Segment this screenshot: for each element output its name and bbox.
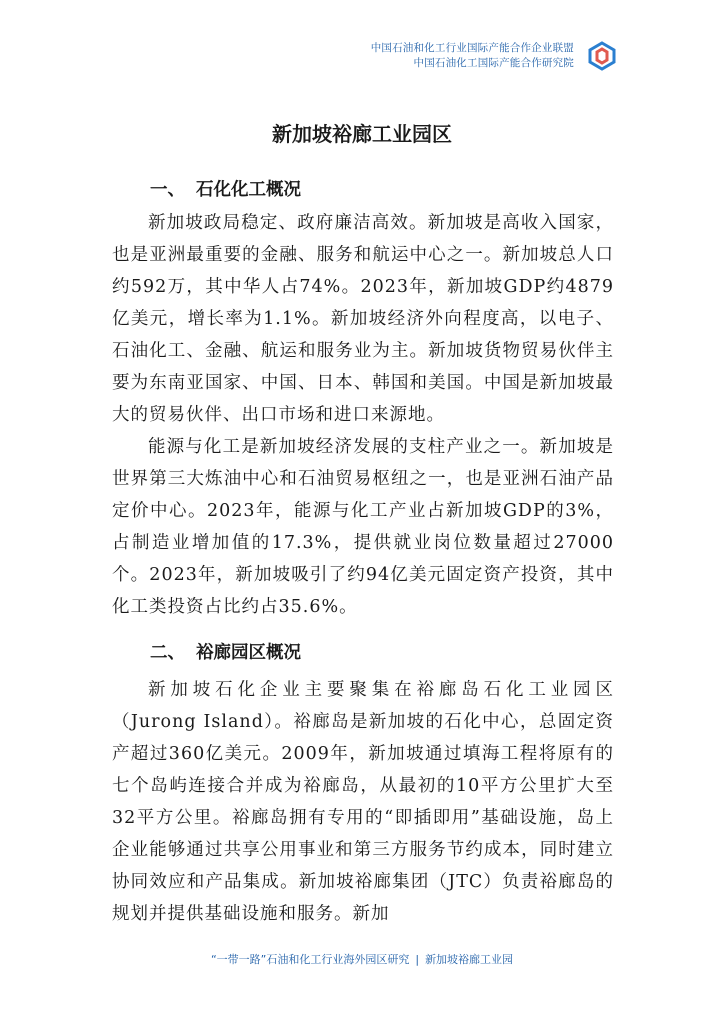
alliance-logo-icon <box>585 41 619 71</box>
section-heading-2 <box>150 639 301 664</box>
page-title: 新加坡裕廊工业园区 <box>272 122 452 146</box>
section-title-2: 裕廊园区概况 <box>196 643 301 663</box>
page-footer <box>0 951 724 967</box>
footer-series-title: “一带一路”石油和化工行业海外园区研究 <box>210 953 410 966</box>
section-number-2: 二、 <box>150 643 185 663</box>
section-title-1: 石化化工概况 <box>196 180 301 200</box>
header-org-line-1: 中国石油和化工行业国际产能合作企业联盟 <box>370 42 574 54</box>
section-heading-1 <box>150 176 301 201</box>
section-1-paragraph-1: 新加坡政局稳定、政府廉洁高效。新加坡是高收入国家，也是亚洲最重要的金融、服务和航运中心之一。新加坡总人口约592万，其中华人占74%。2023年，新加坡GDP约4879亿美元，增长率为1.1%。新加坡经济外向程度高，以电子、石油化工、金融、航运和服务业为主。新加坡货物贸易伙伴主要为东南亚国家、中国、日本、韩国和美国。中国是新加坡最大的贸易伙伴、出口市场和进口来源地。 <box>112 213 614 425</box>
section-number-1: 一、 <box>150 180 185 200</box>
footer-chapter-title: 新加坡裕廊工业园 <box>425 953 514 966</box>
header-org-line-2: 中国石油化工国际产能合作研究院 <box>413 57 574 69</box>
section-2-paragraph-1: 新加坡石化企业主要聚集在裕廊岛石化工业园区（Jurong Island）。裕廊岛是新加坡的石化中心，总固定资产超过360亿美元。2009年，新加坡通过填海工程将原有的七个岛屿连接合并成为裕廊岛，从最初的10平方公里扩大至32平方公里。裕廊岛拥有专用的“即插即用”基础设施，岛上企业能够通过共享公用事业和第三方服务节约成本，同时建立协同效应和产品集成。新加坡裕廊集团（JTC）负责裕廊岛的规划并提供基础设施和服务。新加 <box>112 680 614 924</box>
footer-separator: | <box>415 953 420 966</box>
header-organization <box>371 41 574 71</box>
section-1-paragraph-2: 能源与化工是新加坡经济发展的支柱产业之一。新加坡是世界第三大炼油中心和石油贸易枢纽之一，也是亚洲石油产品定价中心。2023年，能源与化工产业占新加坡GDP的3%，占制造业增加值的17.3%，提供就业岗位数量超过27000个。2023年，新加坡吸引了约94亿美元固定资产投资，其中化工类投资占比约占35.6%。 <box>112 437 614 617</box>
